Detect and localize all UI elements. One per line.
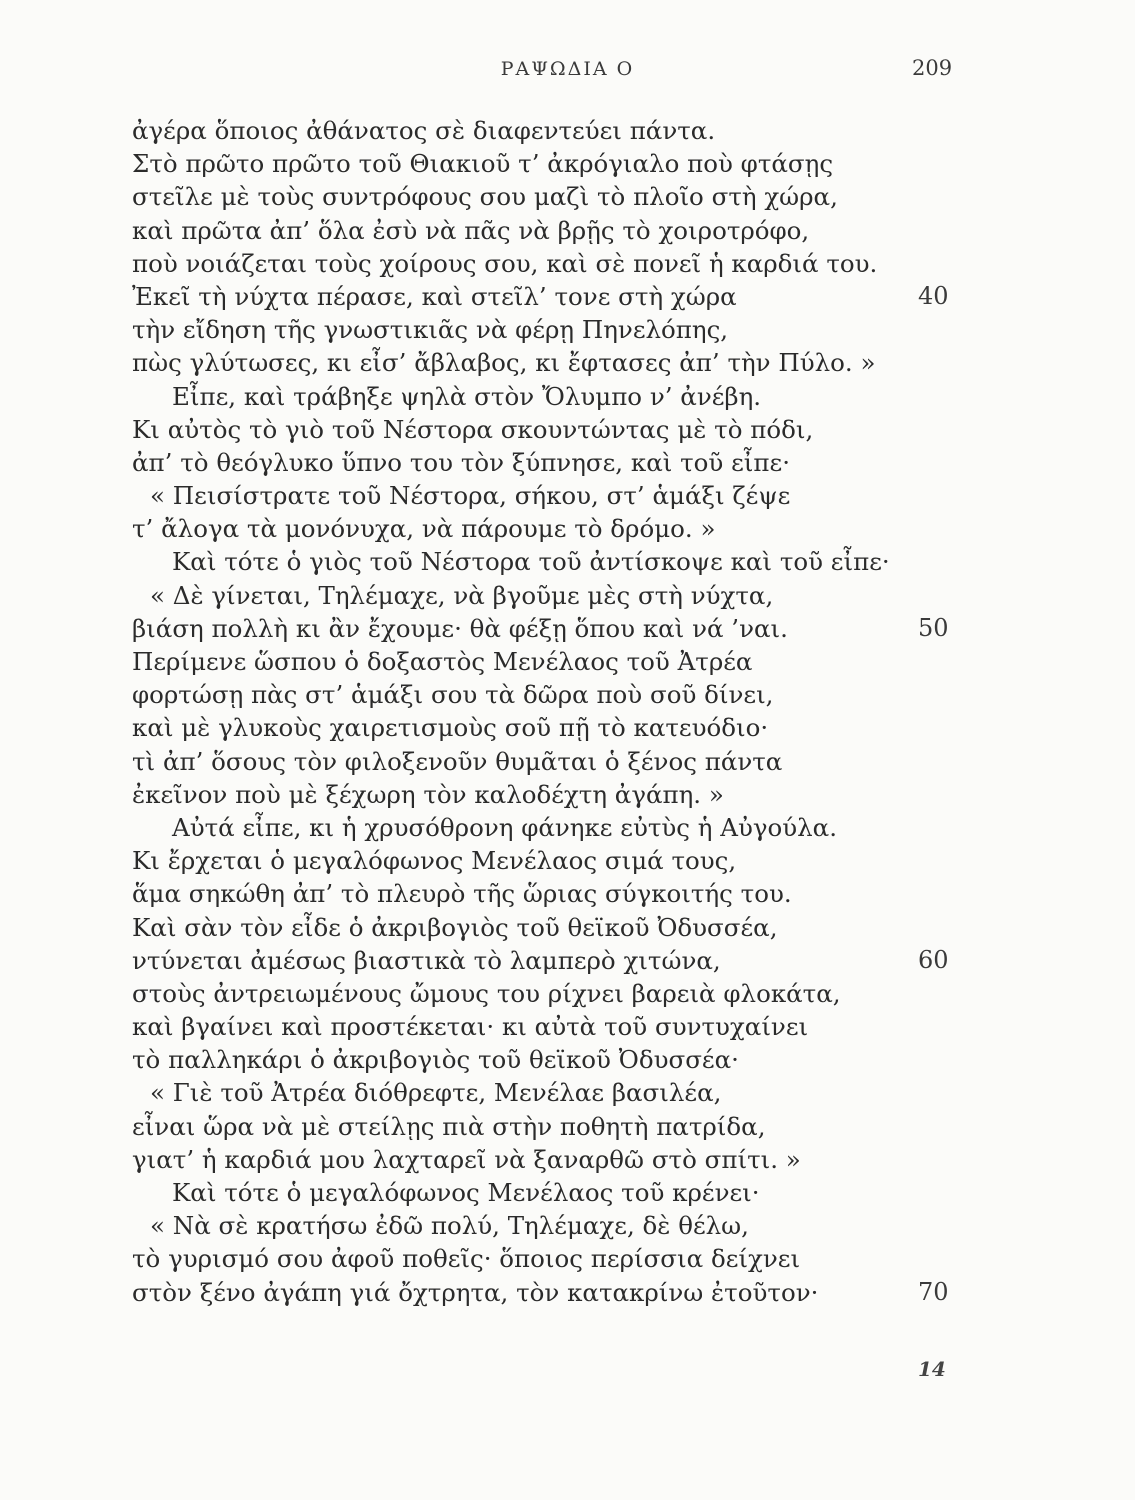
verse-line <box>0 479 1135 512</box>
verse-text: τὸ παλληκάρι ὁ ἀκριβογιὸς τοῦ θεϊκοῦ Ὀδυσσέα· <box>132 1045 739 1075</box>
verse-lines <box>0 114 1135 1309</box>
verse-text: Ἐκεῖ τὴ νύχτα πέρασε, καὶ στεῖλ’ τονε στὴ χώρα <box>132 281 737 311</box>
verse-line <box>0 1276 1135 1309</box>
verse-line <box>0 346 1135 379</box>
page-number: 209 <box>912 56 953 80</box>
verse-text: τ’ ἄλογα τὰ μονόνυχα, νὰ πάρουμε τὸ δρόμο. » <box>132 514 716 544</box>
verse-text: τὸ γυρισμό σου ἀφοῦ ποθεῖς· ὅποιος περίσσια δείχνει <box>132 1244 801 1274</box>
verse-text: Αὐτά εἶπε, κι ἡ χρυσόθρονη φάνηκε εὐτὺς ἡ Αὐγούλα. <box>172 812 838 842</box>
verse-line <box>0 1043 1135 1076</box>
verse-text: ἀγέρα ὅποιος ἀθάνατος σὲ διαφεντεύει πάντα. <box>132 116 716 145</box>
verse-line <box>0 877 1135 910</box>
verse-text: Καὶ τότε ὁ γιὸς τοῦ Νέστορα τοῦ ἀντίσκοψε καὶ τοῦ εἶπε· <box>172 547 890 577</box>
verse-line <box>0 446 1135 479</box>
verse-text: τὴν εἴδηση τῆς γνωστικιᾶς νὰ φέρῃ Πηνελόπης, <box>132 315 729 345</box>
line-number: 70 <box>918 1277 949 1306</box>
verse-line <box>0 1176 1135 1209</box>
verse-text: πὼς γλύτωσες, κι εἶσ’ ἄβλαβος, κι ἔφτασες ἀπ’ τὴν Πύλο. » <box>132 348 876 378</box>
verse-line <box>0 1076 1135 1109</box>
verse-line <box>0 214 1135 247</box>
verse-line <box>0 745 1135 778</box>
verse-text: καὶ μὲ γλυκοὺς χαιρετισμοὺς σοῦ πῇ τὸ κατευόδιο· <box>132 713 769 743</box>
verse-line <box>0 1143 1135 1176</box>
signature-mark: 14 <box>918 1357 946 1381</box>
verse-line <box>0 711 1135 744</box>
running-head: ΡΑΨΩΔΙΑ Ο <box>500 58 635 80</box>
verse-text: φορτώσῃ πὰς στ’ ἁμάξι σου τὰ δῶρα ποὺ σοῦ δίνει, <box>132 680 774 710</box>
verse-text: βιάση πολλὴ κι ἂν ἔχουμε· θὰ φέξῃ ὅπου καὶ νά ’ναι. <box>132 613 788 643</box>
verse-text: γιατ’ ἡ καρδιά μου λαχταρεῖ νὰ ξαναρθῶ στὸ σπίτι. » <box>132 1144 801 1174</box>
verse-line <box>0 678 1135 711</box>
verse-text: τὶ ἀπ’ ὅσους τὸν φιλοξενοῦν θυμᾶται ὁ ξένος πάντα <box>132 746 783 776</box>
verse-line <box>0 114 1135 147</box>
verse-text: « Νὰ σὲ κρατήσω ἐδῶ πολύ, Τηλέμαχε, δὲ θέλω, <box>150 1211 749 1241</box>
verse-text: ντύνεται ἀμέσως βιαστικὰ τὸ λαμπερὸ χιτώνα, <box>132 945 721 975</box>
verse-line <box>0 645 1135 678</box>
verse-line <box>0 911 1135 944</box>
verse-text: ἐκεῖνον ποὺ μὲ ξέχωρη τὸν καλοδέχτη ἀγάπη. » <box>132 779 724 809</box>
verse-line <box>0 1110 1135 1143</box>
verse-line <box>0 313 1135 346</box>
verse-line <box>0 944 1135 977</box>
verse-line <box>0 380 1135 413</box>
verse-text: καὶ πρῶτα ἀπ’ ὅλα ἐσὺ νὰ πᾶς νὰ βρῇς τὸ χοιροτρόφο, <box>132 215 810 245</box>
verse-text: εἶναι ὥρα νὰ μὲ στείλῃς πιὰ στὴν ποθητὴ πατρίδα, <box>132 1111 766 1141</box>
verse-line <box>0 1209 1135 1242</box>
verse-text: Καὶ σὰν τὸν εἶδε ὁ ἀκριβογιὸς τοῦ θεϊκοῦ Ὀδυσσέα, <box>132 912 778 942</box>
verse-line <box>0 811 1135 844</box>
verse-text: στεῖλε μὲ τοὺς συντρόφους σου μαζὶ τὸ πλοῖο στὴ χώρα, <box>132 182 838 212</box>
verse-text: « Δὲ γίνεται, Τηλέμαχε, νὰ βγοῦμε μὲς στὴ νύχτα, <box>150 580 774 610</box>
verse-line <box>0 147 1135 180</box>
verse-text: Κι ἔρχεται ὁ μεγαλόφωνος Μενέλαος σιμά τους, <box>132 846 737 876</box>
verse-line <box>0 778 1135 811</box>
verse-text: Καὶ τότε ὁ μεγαλόφωνος Μενέλαος τοῦ κρένει· <box>172 1178 760 1207</box>
verse-text: στοὺς ἀντρειωμένους ὤμους του ρίχνει βαρειὰ φλοκάτα, <box>132 978 841 1008</box>
verse-text: ἅμα σηκώθη ἀπ’ τὸ πλευρὸ τῆς ὥριας σύγκοιτής του. <box>132 879 792 909</box>
verse-text: « Γιὲ τοῦ Ἀτρέα διόθρεφτε, Μενέλαε βασιλέα, <box>150 1078 722 1108</box>
verse-text: στὸν ξένο ἀγάπη γιά ὄχτρητα, τὸν κατακρίνω ἐτοῦτον· <box>132 1277 819 1307</box>
verse-line <box>0 977 1135 1010</box>
verse-line <box>0 545 1135 578</box>
verse-text: ἀπ’ τὸ θεόγλυκο ὕπνο του τὸν ξύπνησε, καὶ τοῦ εἶπε· <box>132 447 790 477</box>
verse-line <box>0 1010 1135 1043</box>
verse-line <box>0 512 1135 545</box>
line-number: 40 <box>918 281 949 310</box>
verse-line <box>0 844 1135 877</box>
line-number: 60 <box>918 945 949 974</box>
verse-line <box>0 413 1135 446</box>
verse-line <box>0 612 1135 645</box>
verse-line <box>0 1242 1135 1275</box>
verse-text: ποὺ νοιάζεται τοὺς χοίρους σου, καὶ σὲ πονεῖ ἡ καρδιά του. <box>132 248 878 278</box>
verse-line <box>0 579 1135 612</box>
verse-text: « Πεισίστρατε τοῦ Νέστορα, σήκου, στ’ ἁμάξι ζέψε <box>150 481 791 511</box>
verse-line <box>0 180 1135 213</box>
verse-text: καὶ βγαίνει καὶ προστέκεται· κι αὐτὰ τοῦ συντυχαίνει <box>132 1012 809 1042</box>
verse-text: Εἶπε, καὶ τράβηξε ψηλὰ στὸν Ὄλυμπο ν’ ἀνέβη. <box>172 381 762 411</box>
verse-text: Στὸ πρῶτο πρῶτο τοῦ Θιακιοῦ τ’ ἀκρόγιαλο ποὺ φτάσῃς <box>132 149 834 179</box>
verse-line <box>0 247 1135 280</box>
line-number: 50 <box>918 613 949 642</box>
verse-line <box>0 280 1135 313</box>
verse-text: Περίμενε ὥσπου ὁ δοξαστὸς Μενέλαος τοῦ Ἀτρέα <box>132 647 753 676</box>
verse-text: Κι αὐτὸς τὸ γιὸ τοῦ Νέστορα σκουντώντας μὲ τὸ πόδι, <box>132 414 814 444</box>
